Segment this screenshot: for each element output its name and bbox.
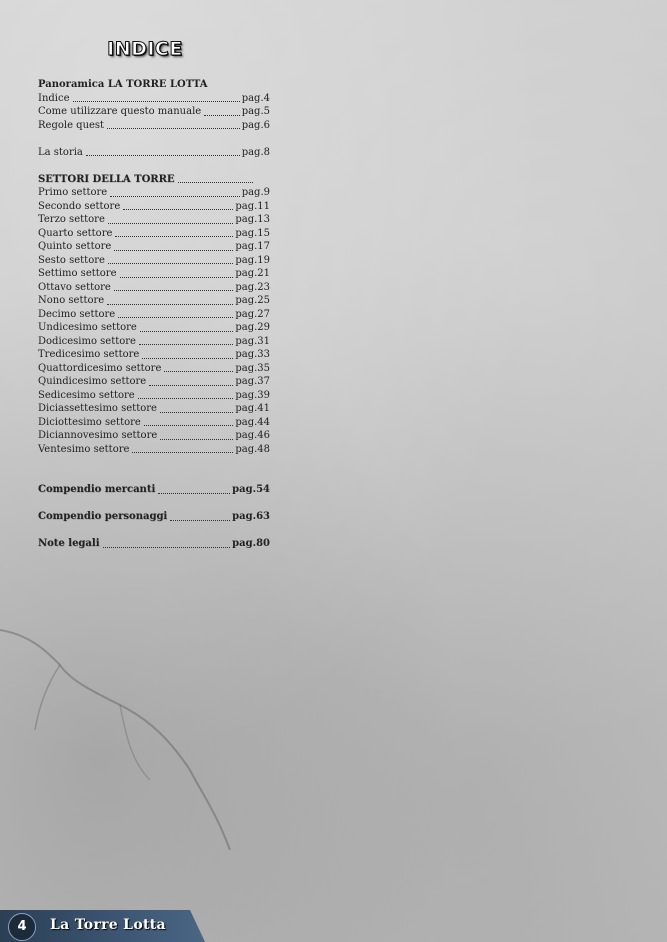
toc-entry-page: pag.80 [232,538,270,549]
extras-list [38,483,270,551]
toc-entry[interactable] [38,200,270,214]
footer-book-title: La Torre Lotta [50,917,166,933]
toc-entry-label: Secondo settore [38,200,121,212]
toc-entry-page: pag.31 [235,335,270,347]
leader-dots [114,290,233,291]
toc-entry-page: pag.48 [235,443,270,455]
leader-dots [103,547,231,548]
toc-entry[interactable] [38,362,270,376]
toc-entry-label: La storia [38,146,83,158]
toc-entry-page: pag.17 [235,241,270,252]
toc-entry[interactable] [38,240,270,254]
toc-entry-page: pag.23 [235,281,270,293]
toc-entry-page: pag.6 [241,119,270,131]
toc-entry[interactable] [38,537,270,551]
toc-entry-label: Settimo settore [38,268,117,279]
section-heading-panoramica: Panoramica LA TORRE LOTTA [38,79,208,90]
table-of-contents [38,78,270,551]
toc-entry-page: pag.37 [235,376,270,387]
toc-entry-label: Come utilizzare questo manuale [38,106,202,117]
leader-dots [114,250,233,251]
toc-entry[interactable] [38,308,270,322]
toc-entry-label: Tredicesimo settore [38,349,140,360]
section-heading-label: SETTORI DELLA TORRE [38,173,175,185]
toc-entry[interactable] [38,335,270,349]
leader-dots [107,304,233,305]
toc-entry-page: pag.25 [235,295,270,306]
toc-entry-label: Ottavo settore [38,281,111,293]
toc-entry-label: Quinto settore [38,241,112,252]
toc-entry[interactable] [38,267,270,281]
toc-entry-page: pag.46 [235,430,270,441]
toc-entry-label: Quarto settore [38,227,113,239]
toc-entry-label: Diciannovesimo settore [38,430,158,441]
toc-entry[interactable] [38,281,270,295]
toc-entry-label: Quattordicesimo settore [38,362,162,374]
toc-entry-storia[interactable] [38,146,270,160]
leader-dots [110,196,239,197]
toc-entry[interactable] [38,227,270,241]
toc-entry-label: Note legali [38,538,100,549]
leader-dots [149,385,233,386]
toc-entry-page: pag.9 [241,187,270,198]
leader-dots [132,452,233,453]
leader-dots [160,412,233,413]
toc-entry-label: Quindicesimo settore [38,376,147,387]
toc-entry[interactable] [38,416,270,430]
toc-entry[interactable] [38,92,270,106]
toc-entry-page: pag.21 [235,268,270,279]
toc-entry[interactable] [38,429,270,443]
toc-entry-page: pag.41 [235,403,270,414]
leader-dots [108,263,233,264]
toc-entry[interactable] [38,321,270,335]
toc-entry-label: Compendio mercanti [38,484,156,495]
paper-crack-texture [0,610,260,870]
section-panoramica-list [38,92,270,133]
footer-page-number: 4 [8,913,36,941]
leader-dots [144,425,234,426]
toc-entry-label: Decimo settore [38,308,116,320]
toc-entry[interactable] [38,105,270,119]
toc-entry-page: pag.8 [241,146,270,158]
toc-entry-label: Dodicesimo settore [38,335,136,347]
leader-dots [138,398,234,399]
leader-dots [140,331,234,332]
toc-entry-label: Sedicesimo settore [38,389,135,401]
leader-dots [108,223,233,224]
toc-entry-page: pag.44 [235,416,270,428]
toc-entry-label: Compendio personaggi [38,511,168,522]
leader-dots [204,115,239,116]
toc-entry-page: pag.54 [232,484,270,495]
toc-entry-page: pag.39 [235,389,270,401]
toc-entry[interactable] [38,510,270,524]
leader-dots [160,439,233,440]
leader-dots [107,128,240,129]
leader-dots [86,155,240,156]
page-footer [0,908,210,942]
leader-dots [178,182,253,183]
section-settori-list [38,186,270,456]
toc-entry-page: pag.33 [235,349,270,360]
toc-entry-label: Indice [38,92,70,104]
toc-entry-label: Nono settore [38,295,105,306]
leader-dots [139,344,233,345]
toc-entry[interactable] [38,294,270,308]
leader-dots [170,520,230,521]
toc-entry-label: Terzo settore [38,214,105,225]
toc-entry-page: pag.11 [235,200,270,212]
leader-dots [73,101,240,102]
toc-entry-page: pag.35 [235,362,270,374]
toc-entry[interactable] [38,389,270,403]
leader-dots [123,209,233,210]
leader-dots [164,371,233,372]
toc-entry[interactable] [38,348,270,362]
toc-entry-page: pag.27 [235,308,270,320]
toc-entry-page: pag.5 [241,106,270,117]
toc-entry-page: pag.63 [232,511,270,522]
page-title: INDICE [107,38,183,60]
toc-entry-page: pag.13 [235,214,270,225]
toc-entry-page: pag.4 [241,92,270,104]
toc-entry-page: pag.15 [235,227,270,239]
toc-entry[interactable] [38,254,270,268]
section-heading-settori [38,173,270,187]
toc-entry[interactable] [38,483,270,497]
toc-entry-label: Primo settore [38,187,108,198]
toc-entry[interactable] [38,375,270,389]
leader-dots [142,358,233,359]
toc-entry[interactable] [38,119,270,133]
toc-entry-label: Diciottesimo settore [38,416,141,428]
toc-entry-label: Ventesimo settore [38,443,130,455]
toc-entry-label: Undicesimo settore [38,322,137,333]
toc-entry[interactable] [38,213,270,227]
toc-entry-label: Diciassettesimo settore [38,403,157,414]
toc-entry-page: pag.29 [235,322,270,333]
leader-dots [118,317,233,318]
toc-entry[interactable] [38,402,270,416]
leader-dots [158,493,230,494]
toc-entry-page: pag.19 [235,254,270,266]
toc-entry[interactable] [38,186,270,200]
toc-entry-label: Regole quest [38,119,105,131]
toc-entry[interactable] [38,443,270,457]
toc-entry-label: Sesto settore [38,254,105,266]
leader-dots [120,277,234,278]
leader-dots [115,236,233,237]
